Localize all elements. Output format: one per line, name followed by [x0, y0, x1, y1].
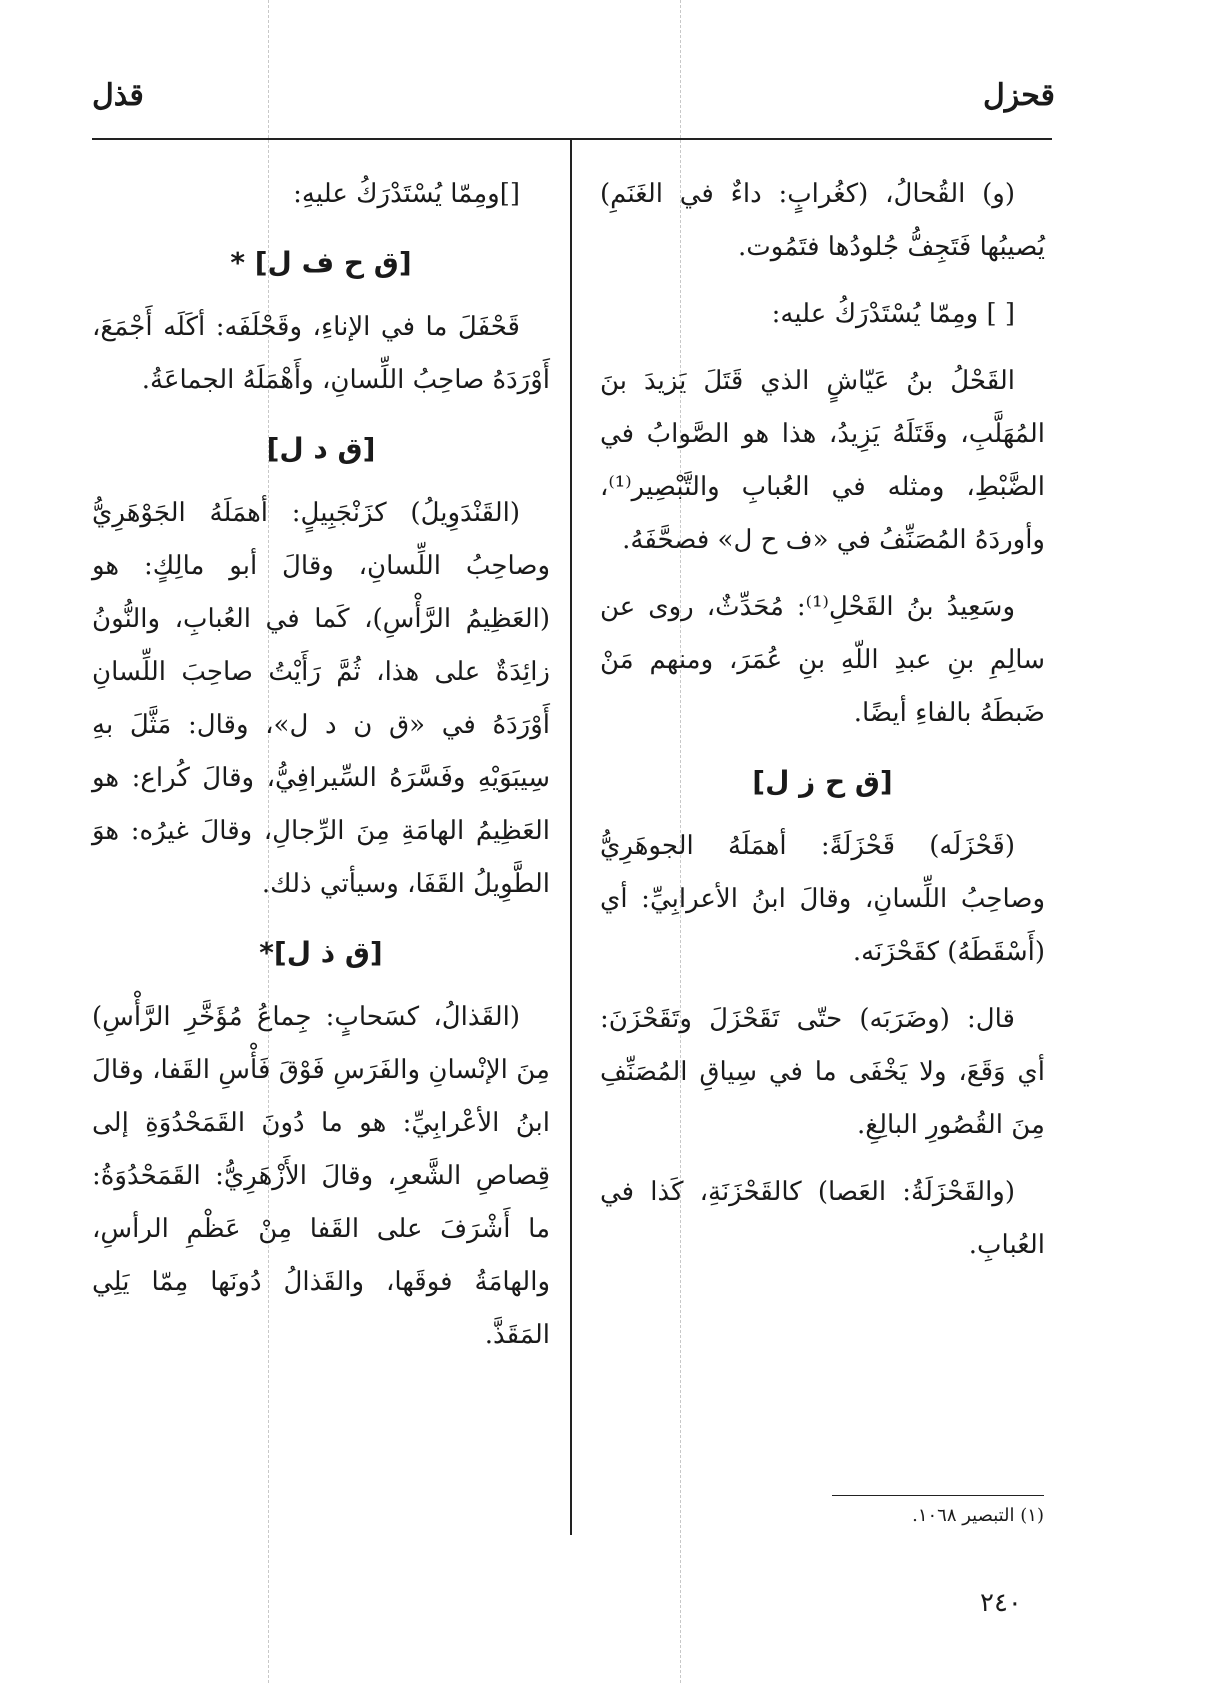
header-rule [92, 138, 1052, 140]
paragraph: []ومِمّا يُسْتَدْرَكُ عليهِ: [293, 179, 520, 209]
entry-heading: [ق د ل] [266, 432, 376, 465]
footnote-rule [832, 1495, 1044, 1496]
paragraph: القَحْلُ بنُ عَيّاشٍ الذي قَتَلَ يَزيدَ بنَ المُهَلَّبِ، وقَتَلَهُ يَزِيدُ، هذا هو الصَّوابُ في الضَّبْطِ، ومثله في العُبابِ والتَّبْصِير⁽¹⁾، وأوردَهُ المُصَنِّفُ في «ف ح ل» فصحَّفَهُ. [600, 366, 1045, 555]
paragraph: (قَحْزَلَه) قَحْزَلَةً: أهمَلَهُ الجوهَرِيُّ وصاحِبُ اللِّسانِ، وقالَ ابنُ الأعرابِيِّ: أي (أَسْقَطَهُ) كقَحْزَنَه. [600, 831, 1045, 967]
right-column [600, 168, 1045, 1286]
footnote: (١) التبصير ١٠٦٨. [912, 1505, 1044, 1526]
entry-heading: [ق ح ف ل] * [230, 246, 412, 279]
left-column [92, 168, 550, 1376]
entry-heading: [ق ذ ل]* [259, 936, 383, 969]
paragraph: وسَعِيدُ بنُ القَحْلِ⁽¹⁾: مُحَدِّثٌ، روى عن سالِمِ بنِ عبدِ اللّهِ بنِ عُمَرَ، ومنهم مَنْ ضَبطَهُ بالفاءِ أيضًا. [600, 592, 1045, 728]
paragraph: قَحْفَلَ ما في الإناءِ، وقَحْلَفَه: أكَلَه أَجْمَعَ، أَوْرَدَهُ صاحِبُ اللِّسانِ، وأَهْمَلَهُ الجماعَةُ. [92, 312, 550, 395]
paragraph: [ ] ومِمّا يُسْتَدْرَكُ عليه: [771, 299, 1015, 329]
entry-heading: [ق ح ز ل] [752, 765, 893, 798]
paragraph: (القَنْدَوِيلُ) كزَنْجَبِيلٍ: أهمَلَهُ الجَوْهَرِيُّ وصاحِبُ اللِّسانِ، وقالَ أبو مالِكٍ: هو (العَظِيمُ الرَّأْسِ)، كَما في العُبابِ، والنُّونُ زائِدَةٌ على هذا، ثُمَّ رَأَيْتُ صاحِبَ اللِّسانِ أَوْرَدَهُ في «ق ن د ل»، وقال: مَثَّلَ بهِ سِيبَوَيْهِ وفَسَّرَهُ السِّيرافِيُّ، وقالَ كُراع: هو العَظِيمُ الهامَةِ مِنَ الرِّجالِ، وقالَ غيرُه: هوَ الطَّوِيلُ القَفَا، وسيأتي ذلك. [92, 498, 550, 899]
page-number: ٢٤٠ [980, 1588, 1022, 1618]
column-divider [570, 140, 572, 1535]
running-header-left: قذل [92, 78, 144, 113]
running-header-right: قحزل [982, 78, 1055, 113]
paragraph: (والقَحْزَلَةُ: العَصا) كالقَحْزَنَةِ، كَذا في العُبابِ. [600, 1177, 1045, 1260]
paragraph: (و) القُحالُ، (كغُرابٍ: داءٌ في الغَنَمِ) يُصيبُها فَتَجِفُّ جُلودُها فتَمُوت. [600, 179, 1045, 262]
paragraph: (القَذالُ، كسَحابٍ: جِماعُ مُؤَخَّرِ الرَّأْسِ) مِنَ الإنْسانِ والفَرَسِ فَوْقَ فَأْسِ القَفا، وقالَ ابنُ الأعْرابِيِّ: هو ما دُونَ القَمَحْدُوَةِ إلى قِصاصِ الشَّعرِ، وقالَ الأَزْهَرِيُّ: القَمَحْدُوَةُ: ما أَشْرَفَ على القَفا مِنْ عَظْمِ الرأسِ، والهامَةُ فوقَها، والقَذالُ دُونَها مِمّا يَلِي المَقَذَّ. [92, 1002, 550, 1350]
paragraph: قال: (وضَرَبَه) حتّى تَقَحْزَلَ وتَقَحْزَنَ: أي وَقَعَ، ولا يَخْفَى ما في سِياقِ المُصَنِّفِ مِنَ القُصُورِ البالِغِ. [600, 1004, 1045, 1140]
